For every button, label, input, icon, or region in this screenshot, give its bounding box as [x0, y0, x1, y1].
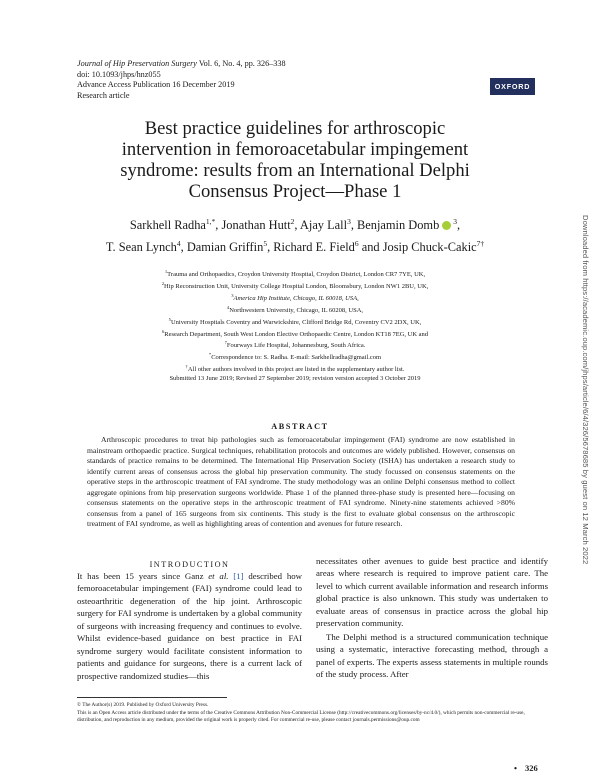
author-sup: 3 [347, 217, 351, 226]
abstract-text: Arthroscopic procedures to treat hip pathologies such as femoroacetabular impingement (FAI) syndrome are now established in mainstream orthopaedic practice. Surgical techniques, rehabilitation protocols and outcomes are widely published. However, consensus on standards of practice remains to be determined. The International Hip Preservation Society (ISHA) has undertaken a research study to identify current areas of consensus across the global hip preservation community. The study focussed on consensus statements on the operative steps in the arthroscopic treatment of FAI syndrome. The study methodology was an online Delphi consensus method to collect aggregate opinions from hip preservation surgeons worldwide. Phase 1 of the planned three-phase study is presented here—focusing on consensus statements on the operative steps in the arthroscopic treatment of FAI syndrome. Ninety-nine statements achieved >80% consensus from a panel of 165 surgeons from six continents. This study is the first to evaluate global consensus on the arthroscopic treatment of FAI syndrome, as well as highlighting areas of contention and avenues for future research. [87, 435, 515, 528]
affiliation: $^6$Research Department, South West London Elective Orthopaedic Centre, London KT18 7EG, UK and [161, 328, 429, 338]
author-sup: 5 [263, 238, 268, 248]
affiliation: $^3$America Hip Institute, Chicago, IL 60018, USA, [231, 292, 359, 302]
intro-column-left: It has been 15 years since Ganz et al. [1] described how femoroacetabular impingement (FAI) syndrome could lead to osteoarthritic degeneration of the hip joint. Arthroscopic surgery for FAI syndrome is undertaken by a global community of surgeons with increasing frequency and continues to evolve. Whilst evidence-based guidance on best practice in FAI syndrome surgery would facilitate consistent information to patients and guidance for surgeons, there is a current lack of prospective randomized studies—this [77, 571, 302, 681]
author: Benjamin Domb [357, 218, 440, 233]
author-sup: 2 [290, 217, 295, 226]
author-sup: 7† [476, 238, 485, 248]
author: Damian Griffin [186, 239, 264, 254]
author-note: †All other authors involved in this project are listed in the supplementary author list. [185, 364, 405, 374]
submission-dates: Submitted 13 June 2019; Revised 27 September 2019; revision version accepted 3 October 2019 [169, 375, 421, 383]
page-number: • 326 [514, 763, 538, 773]
author: Josip Chuck-Cakic [382, 239, 477, 254]
paragraph: The Delphi method is a structured communication technique using a systematic, interactive forecasting method, through a panel of experts. The experts assess statements in multiple rounds of the study process. After [316, 631, 548, 680]
author: Sarkhell Radha [129, 218, 206, 233]
author: Ajay Lall [299, 218, 348, 233]
orcid-icon[interactable] [442, 221, 451, 230]
article-type: Research article [77, 90, 130, 100]
license-footnote [77, 702, 547, 725]
paragraph: necessitates other avenues to guide best practice and identify areas where research is required to improve patient care. The level to which current available information and research informs global practice is also unknown. This study was undertaken to evaluate areas of consensus in practice across the global hip preservation community. [316, 556, 548, 629]
author: Jonathan Hutt [221, 218, 291, 233]
copyright: © The Author(s) 2019. Published by Oxford University Press. [77, 702, 209, 708]
journal-name: Journal of Hip Preservation Surgery [77, 59, 197, 68]
author: T. Sean Lynch [105, 239, 177, 254]
correspondence: *Correspondence to: S. Radha. E-mail: Sarkhellradha@gmail.com [208, 352, 382, 362]
affiliation: $^5$University Hospitals Coventry and Warwickshire, Clifford Bridge Rd, Coventry CV2 2DX, UK, [168, 316, 422, 326]
affiliation: $^7$Fourways Life Hospital, Johannesburg, South Africa. [224, 340, 366, 350]
volume-pages: Vol. 6, No. 4, pp. 326–338 [196, 59, 286, 68]
citation-link[interactable]: [1] [233, 571, 244, 581]
introduction-heading: INTRODUCTION [149, 560, 230, 569]
intro-column-right [316, 555, 548, 681]
access-date: Advance Access Publication 16 December 2019 [77, 80, 235, 90]
download-watermark: Downloaded from https://academic.oup.com/jhps/article/6/4/326/5678685 by guest on 12 March 2022 [581, 215, 590, 565]
author-sup: 4 [176, 238, 181, 248]
affiliation: $^1$Trauma and Orthopaedics, Croydon University Hospital, Croydon District, London CR7 7YE, UK, [164, 269, 426, 279]
abstract-heading: ABSTRACT [271, 422, 329, 431]
affiliation: $^2$Hip Reconstruction Unit, University College Hospital London, Bloomsbury, London NW1 2BU, UK, [161, 280, 429, 291]
article-title: Best practice guidelines for arthroscopic intervention in femoroacetabular impingement syndrome: results from an International Delphi Consensus Project—Phase 1 [120, 118, 470, 202]
author-list: Sarkhell Radha$^{1,*}$, Jonathan Hutt$^2$, Ajay Lall$^3$, Benjamin Domb $^3$, T. Sean Lynch$^4$, Damian Griffin$^5$, Richard E. Field$^6$ and Josip Chuck-Cakic$^{7\dagger}$ [105, 217, 485, 254]
license-text: This is an Open Access article distributed under the terms of the Creative Commons Attribution Non-Commercial License (http://creativecommons.org/licenses/by-nc/4.0/), which permits non-commercial re-use, distribution, and reproduction in any medium, provided the original work is properly cited. For commercial re-use, please contact journals.permissions@oup.com [77, 709, 525, 724]
author-sup: 3 [453, 217, 458, 226]
affiliations [60, 268, 530, 384]
author-sup: 1,* [205, 217, 216, 226]
journal-header [77, 59, 286, 101]
doi[interactable]: doi: 10.1093/jhps/hnz055 [77, 69, 161, 79]
author-sup: 6 [354, 238, 359, 248]
footnote-divider [77, 697, 227, 698]
author: Richard E. Field [273, 239, 355, 254]
oxford-logo: OXFORD [490, 78, 535, 95]
affiliation: $^4$Northwestern University, Chicago, IL 60208, USA, [226, 304, 364, 314]
